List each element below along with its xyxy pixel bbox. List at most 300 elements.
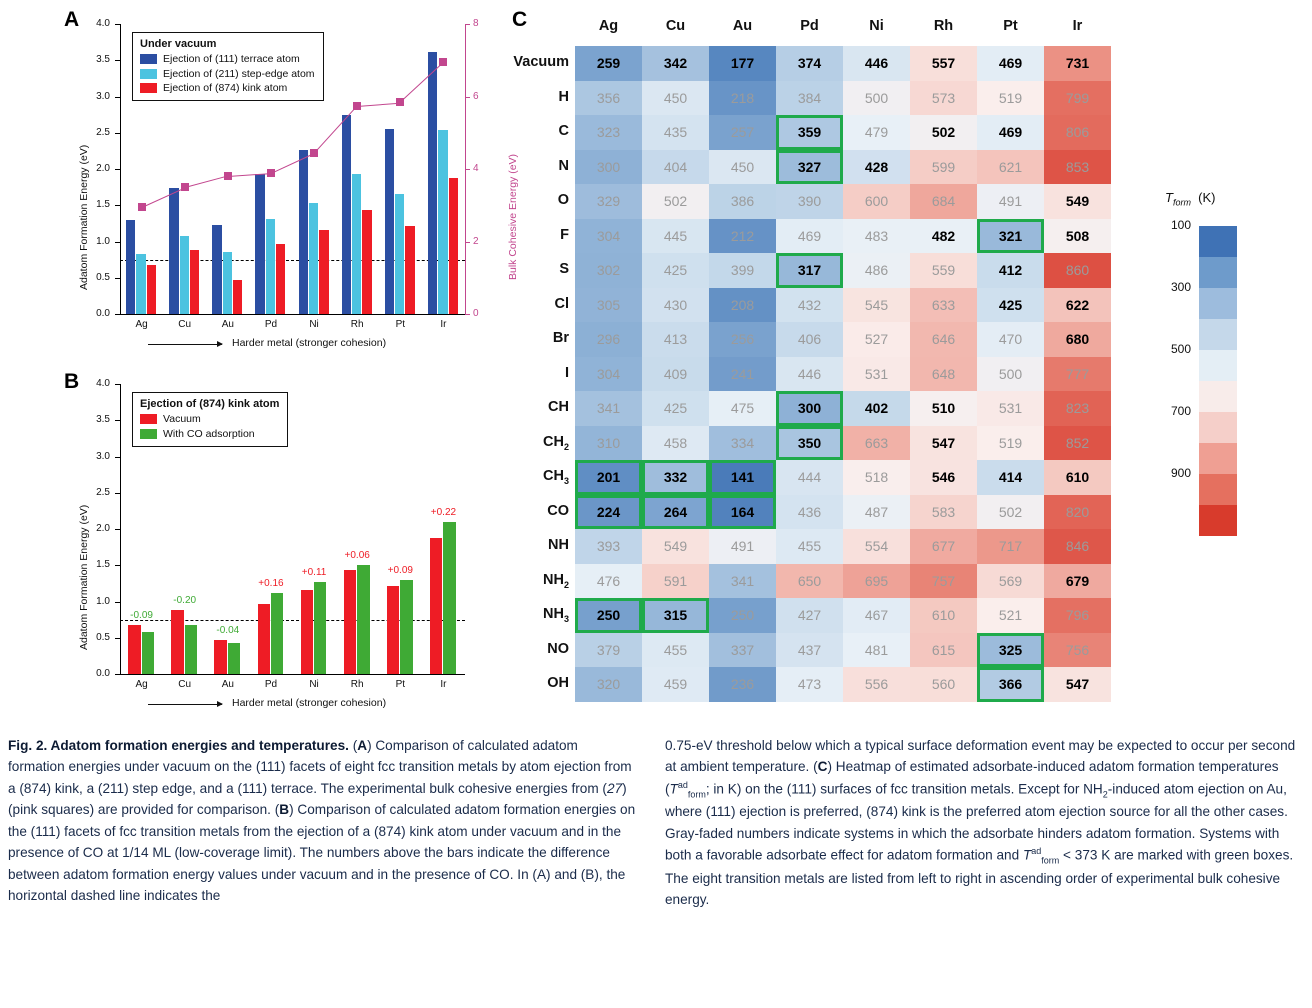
heatmap-cell: 531 [977,391,1044,426]
panel-b-ytick [115,638,120,639]
heatmap-col-header: Rh [933,18,954,34]
heatmap-cell: 310 [575,426,642,461]
panel-a-bar [212,225,221,314]
panel-a-ytick-label: 1.0 [96,235,110,247]
panel-a-bar [342,115,351,314]
heatmap-cell: 846 [1044,529,1111,564]
panel-a-bar [169,188,178,314]
caption-left-column: Fig. 2. Adatom formation energies and temperatures. (A) Comparison of calculated adatom formation energies under vacuum on the (111) facets of eight fcc transition metals by atom ejection from a (874) kink, a (211) step edge, and a (111) terrace. The experimental bulk cohesive energies from (27) (pink squares) are provided for comparison. (B) Comparison of calculated adatom formation energies on the (111) facets of fcc transition metals from the ejection of a (874) kink atom under vacuum and in the presence of CO at 1/14 ML (low-coverage limit). The numbers above the bars indicate the difference between adatom formation energy values under vacuum and in the presence of CO. In (A) and (B), the horizontal dashed line indicates the [8,738,636,904]
heatmap-row-header: $NH_2$ [543,571,569,590]
panel-a-xtick-label: Ag [135,319,148,330]
panel-b-bar [271,593,283,674]
heatmap-cell: 427 [776,598,843,633]
heatmap-cell: 212 [709,219,776,254]
heatmap-row-header: NO [547,640,569,657]
heatmap-cell: 300 [776,391,843,426]
panel-b-legend-item [140,413,279,425]
heatmap-cell: 406 [776,322,843,357]
heatmap-cell: 469 [776,219,843,254]
heatmap-cell: 341 [575,391,642,426]
heatmap-cell: 329 [575,184,642,219]
heatmap-cell: 201 [575,460,642,495]
heatmap-row-header: O [557,192,569,208]
panel-b-bar [400,580,412,674]
heatmap-cell: 508 [1044,219,1111,254]
heatmap-col-header: Au [732,18,753,34]
heatmap-col-header: Pd [800,18,819,34]
heatmap-col-header: Cu [665,18,686,34]
heatmap-cell: 860 [1044,253,1111,288]
colorbar-tick-label: 900 [1170,466,1191,480]
heatmap-cell: 304 [575,357,642,392]
heatmap-cell: 327 [776,150,843,185]
heatmap-cell: 366 [977,667,1044,702]
panel-b-xtick-label: Cu [178,679,192,690]
panel-b-ytick-label: 1.5 [96,559,110,571]
heatmap-cell: 404 [642,150,709,185]
caption-right-column: 0.75-eV threshold below which a typical surface deformation event may be expected to occur per second at ambient temperature. (C) Heatmap of estimated adsorbate-induced adatom formation temperatures ($T^{ad}_{form}$; in K) on the (111) surfaces of fcc transition metals. Except for $NH_2$-induced atom ejection on Au, where (111) ejection is preferred, (874) kink is the preferred atom ejection source for all the other cases. Gray-faded numbers indicate systems in which the adsorbate hinders adatom formation. Systems with both a favorable adsorbate effect for adatom formation and $T^{ad}_{form} < 373$ K are marked with green boxes. The eight transition metals are listed from left to right in ascending order of experimental bulk cohesive energy. [665,738,1296,908]
panel-b-xtick-label: Ni [309,679,319,690]
panel-a-cohesive-point [353,102,361,110]
heatmap-cell: 527 [843,322,910,357]
panel-b-bar-annotation: +0.06 [344,550,370,562]
panel-b-bar [258,604,270,674]
panel-b-bar-annotation: +0.22 [430,506,457,518]
panel-a-xtick-label: Au [221,319,234,330]
heatmap-cell: 342 [642,46,709,81]
heatmap-cell: 350 [776,426,843,461]
colorbar-swatch [1199,412,1237,443]
heatmap-cell: 469 [977,46,1044,81]
panel-a-ytick-label: 1.5 [96,199,110,211]
panel-b-ytick [115,602,120,603]
colorbar-swatch [1199,381,1237,412]
panel-a-bar [255,174,264,314]
panel-b-bar [314,582,326,674]
heatmap-cell: 341 [709,564,776,599]
panel-a-bar [266,219,275,314]
heatmap-cell: 450 [642,81,709,116]
heatmap-row-header: F [560,226,569,243]
colorbar-swatch [1199,319,1237,350]
panel-a-ytick-label: 3.5 [96,54,110,66]
panel-b-xtick-label: Au [221,679,234,690]
heatmap-cell: 481 [843,633,910,668]
heatmap-cell: 425 [977,288,1044,323]
panel-a-cohesive-point [310,149,318,157]
panel-c-letter: C [512,8,528,31]
panel-a-bar [126,220,135,314]
heatmap-cell: 646 [910,322,977,357]
heatmap-cell: 241 [709,357,776,392]
panel-b-xtick-label: Ag [135,679,148,690]
panel-b-ytick [115,565,120,566]
heatmap-cell: 610 [910,598,977,633]
heatmap-cell: 412 [977,253,1044,288]
heatmap-row-header: H [558,88,569,105]
heatmap-cell: 414 [977,460,1044,495]
heatmap-cell: 583 [910,495,977,530]
panel-b-letter: B [64,370,80,393]
legend-color-swatch [140,429,157,439]
heatmap-cell: 164 [709,495,776,530]
heatmap-cell: 218 [709,81,776,116]
panel-a-ytick [115,242,120,243]
heatmap-cell: 334 [709,426,776,461]
heatmap-cell: 777 [1044,357,1111,392]
panel-b-bar [171,610,183,674]
heatmap-row-header: CH [548,399,569,415]
heatmap-cell: 359 [776,115,843,150]
panel-a-ytick-label: 4.0 [96,18,110,29]
heatmap-cell: 823 [1044,391,1111,426]
heatmap-cell: 458 [642,426,709,461]
heatmap-cell: 413 [642,322,709,357]
panel-b-bar [228,643,240,674]
panel-b-ytick-label: 0.5 [96,631,110,643]
panel-b-bar-annotation: -0.20 [173,595,197,607]
panel-b-ytick-label: 3.5 [96,414,110,426]
heatmap-cell: 531 [843,357,910,392]
panel-a-ytick-right-label: 4 [473,163,479,174]
heatmap-cell: 374 [776,46,843,81]
panel-a-cohesive-point [138,203,146,211]
heatmap-col-header: Ir [1072,18,1083,34]
panel-a-legend-item [140,82,315,94]
panel-a-x-axis [120,314,465,315]
heatmap-cell: 259 [575,46,642,81]
heatmap-cell: 402 [843,391,910,426]
colorbar-swatch [1199,505,1237,536]
heatmap-cell: 554 [843,529,910,564]
panel-b-ytick [115,384,120,385]
heatmap-cell: 615 [910,633,977,668]
heatmap-cell: 409 [642,357,709,392]
panel-a-xtick-label: Pd [264,319,278,330]
panel-a-ytick-label: 3.0 [96,90,110,102]
heatmap-cell: 573 [910,81,977,116]
panel-a-legend-item [140,68,315,80]
panel-b-xaxis-arrow [148,704,222,705]
heatmap-row-header: $CH_3$ [543,468,569,486]
heatmap-cell: 384 [776,81,843,116]
panel-b-bar-annotation: +0.16 [258,577,284,589]
panel-b-ytick [115,420,120,421]
panel-b-bar [357,565,369,674]
heatmap-cell: 390 [776,184,843,219]
panel-a-ytick-right [465,169,470,170]
heatmap-cell: 487 [843,495,910,530]
heatmap-cell: 549 [1044,184,1111,219]
panel-b-y-axis-title: Adatom Formation Energy (eV) [78,504,90,650]
panel-b-legend [132,392,288,447]
panel-a-bar [395,194,404,314]
panel-b-ytick-label: 2.5 [96,486,110,498]
colorbar-tick-label: 700 [1170,404,1191,418]
panel-a-ytick [115,278,120,279]
heatmap-row-header: N [558,157,569,174]
panel-b-ytick [115,529,120,530]
colorbar-tick-label: 500 [1170,342,1191,356]
panel-a-ytick [115,60,120,61]
panel-b-bar [214,640,226,674]
panel-a-ytick-right-label: 6 [473,90,479,102]
heatmap-cell: 547 [910,426,977,461]
heatmap-cell: 337 [709,633,776,668]
panel-a-ytick-right [465,97,470,98]
panel-b-bar [128,625,140,674]
panel-b-bar-annotation: +0.09 [387,564,413,576]
colorbar-swatch [1199,257,1237,288]
panel-b-bar [443,522,455,674]
heatmap-cell: 315 [642,598,709,633]
heatmap-cell: 545 [843,288,910,323]
panel-b-ytick-label: 4.0 [96,378,110,389]
panel-b-ytick [115,674,120,675]
heatmap-col-header: Ag [598,18,619,34]
heatmap-row-header: $NH_3$ [543,606,569,624]
heatmap-cell: 633 [910,288,977,323]
panel-a-letter: A [64,8,80,31]
heatmap-cell: 455 [642,633,709,668]
panel-a-cohesive-point [181,183,189,191]
heatmap-cell: 473 [776,667,843,702]
heatmap-cell: 479 [843,115,910,150]
panel-a-cohesive-line [185,176,228,189]
heatmap-cell: 600 [843,184,910,219]
panel-b-ytick-label: 3.0 [96,450,110,462]
panel-a-bar [362,210,371,314]
heatmap-cell: 446 [776,357,843,392]
panel-b-ytick [115,457,120,458]
heatmap-cell: 236 [709,667,776,702]
heatmap-cell: 559 [910,253,977,288]
panel-a-bar [223,252,232,314]
panel-a-bar [233,280,242,314]
heatmap-cell: 302 [575,253,642,288]
heatmap-cell: 321 [977,219,1044,254]
panel-a-cohesive-point [224,172,232,180]
heatmap-cell: 796 [1044,598,1111,633]
colorbar-swatch [1199,443,1237,474]
heatmap-row-header: Vacuum [513,54,569,70]
panel-a-y-axis-title-right: Bulk Cohesive Energy (eV) [507,153,519,280]
legend-item-label: Ejection of (874) kink atom [163,82,288,94]
panel-a-xaxis-arrow [148,344,222,345]
panel-b-ytick-label: 1.0 [96,595,110,607]
panel-a-ytick [115,169,120,170]
panel-a-bar [449,178,458,314]
heatmap-cell: 459 [642,667,709,702]
panel-a-bar [352,174,361,314]
panel-a-bar [180,236,189,314]
panel-a-cohesive-point [267,169,275,177]
panel-b-legend-title: Ejection of (874) kink atom [140,398,280,410]
panel-a-ytick-right [465,24,470,25]
heatmap-cell: 757 [910,564,977,599]
heatmap-cell: 549 [642,529,709,564]
legend-item-label: With CO adsorption [163,427,255,440]
heatmap-cell: 476 [575,564,642,599]
heatmap-cell: 663 [843,426,910,461]
heatmap-row-header: NH [548,537,569,553]
heatmap-cell: 264 [642,495,709,530]
heatmap-cell: 469 [977,115,1044,150]
heatmap-cell: 648 [910,357,977,392]
heatmap-cell: 502 [910,115,977,150]
heatmap-cell: 256 [709,322,776,357]
panel-a-ytick-right-label: 8 [473,18,479,29]
panel-b-bar-annotation: -0.04 [216,624,240,636]
heatmap-cell: 731 [1044,46,1111,81]
heatmap-cell: 717 [977,529,1044,564]
heatmap-cell: 450 [709,150,776,185]
panel-b-bar-annotation: +0.11 [301,566,327,578]
heatmap-cell: 695 [843,564,910,599]
panel-a-y-axis-title: Adatom Formation Energy (eV) [78,144,90,290]
legend-color-swatch [140,69,157,79]
legend-item-label: Ejection of (211) step-edge atom [163,67,315,80]
heatmap-cell: 445 [642,219,709,254]
panel-b-y-axis [120,384,121,674]
panel-a-bar [147,265,156,314]
legend-color-swatch [140,83,157,93]
panel-a-bar [309,203,318,314]
colorbar-swatch [1199,226,1237,257]
heatmap-cell: 393 [575,529,642,564]
heatmap-cell: 510 [910,391,977,426]
heatmap-cell: 455 [776,529,843,564]
heatmap-cell: 304 [575,219,642,254]
heatmap-cell: 320 [575,667,642,702]
panel-a-ytick [115,314,120,315]
heatmap-cell: 521 [977,598,1044,633]
heatmap-cell: 325 [977,633,1044,668]
heatmap-row-header: $CH_2$ [543,433,569,452]
panel-b-bar [142,632,154,674]
panel-b-xtick-label: Pd [264,679,278,690]
panel-a-x-axis-title: Harder metal (stronger cohesion) [232,337,387,349]
heatmap-cell: 569 [977,564,1044,599]
heatmap-row-header: S [559,261,569,277]
panel-a-bar [136,254,145,314]
heatmap-cell: 332 [642,460,709,495]
legend-item-label: Vacuum [163,413,201,425]
heatmap-cell: 486 [843,253,910,288]
heatmap-cell: 437 [776,633,843,668]
heatmap-cell: 591 [642,564,709,599]
panel-a-ytick [115,97,120,98]
panel-b-ytick [115,493,120,494]
panel-a-cohesive-line [357,102,400,107]
panel-b-bar [301,590,313,674]
heatmap-cell: 379 [575,633,642,668]
panel-a-y-axis [120,24,121,314]
panel-a-bar [428,52,437,314]
panel-b-bar [344,570,356,674]
heatmap-cell: 386 [709,184,776,219]
heatmap-cell: 482 [910,219,977,254]
heatmap-cell: 470 [977,322,1044,357]
heatmap-cell: 250 [709,598,776,633]
panel-a-cohesive-line [400,63,444,104]
heatmap-row-header: Cl [554,295,569,312]
panel-a-xtick-label: Ni [309,319,319,330]
colorbar-title: $T_{form}$ (K) [1165,190,1216,208]
heatmap-cell: 799 [1044,81,1111,116]
panel-b-x-axis [120,674,465,675]
panel-a-chart [60,6,519,358]
heatmap-cell: 224 [575,495,642,530]
heatmap-cell: 177 [709,46,776,81]
panel-a-ytick [115,24,120,25]
panel-a-ytick-label: 2.0 [96,163,110,174]
panel-a-bar [319,230,328,314]
heatmap-cell: 446 [843,46,910,81]
panel-b-xtick-label: Rh [350,679,364,690]
panel-a-xtick-label: Ir [440,319,447,330]
panel-a-ytick-label: 0.5 [96,271,110,283]
heatmap-cell: 519 [977,426,1044,461]
heatmap-cell: 502 [977,495,1044,530]
heatmap-cell: 820 [1044,495,1111,530]
heatmap-cell: 300 [575,150,642,185]
heatmap-cell: 556 [843,667,910,702]
heatmap-cell: 610 [1044,460,1111,495]
panel-b-x-axis-title: Harder metal (stronger cohesion) [232,697,387,709]
panel-a-legend-item [140,53,315,65]
panel-b-bar-annotation: -0.09 [130,610,153,622]
heatmap-cell: 680 [1044,322,1111,357]
panel-a-ytick-right [465,314,470,315]
panel-a-bar [299,150,308,314]
heatmap-cell: 436 [776,495,843,530]
heatmap-col-header: Pt [1003,18,1018,34]
colorbar-swatch [1199,474,1237,505]
heatmap-cell: 467 [843,598,910,633]
colorbar-swatch [1199,350,1237,381]
heatmap-cell: 356 [575,81,642,116]
panel-b-xtick-label: Ir [440,679,447,690]
panel-a-bar [276,244,285,314]
heatmap-row-header: Br [552,330,569,346]
colorbar-swatch [1199,288,1237,319]
heatmap-cell: 546 [910,460,977,495]
heatmap-cell: 677 [910,529,977,564]
panel-a-xtick-label: Rh [350,319,364,330]
heatmap-row-header: C [558,123,569,139]
panel-b-ytick-label: 0.0 [96,668,110,679]
heatmap-cell: 257 [709,115,776,150]
heatmap-cell: 622 [1044,288,1111,323]
heatmap-cell: 141 [709,460,776,495]
panel-b-ytick-label: 2.0 [96,523,110,534]
panel-b-legend-item [140,428,279,440]
panel-b-xtick-label: Pt [395,679,406,690]
panel-a-xtick-label: Cu [178,319,192,330]
panel-a-bar [385,129,394,314]
heatmap-cell: 756 [1044,633,1111,668]
heatmap-cell: 853 [1044,150,1111,185]
heatmap-cell: 305 [575,288,642,323]
heatmap-cell: 518 [843,460,910,495]
heatmap-cell: 500 [977,357,1044,392]
panel-b-bar [387,586,399,674]
heatmap-cell: 444 [776,460,843,495]
heatmap-cell: 425 [642,391,709,426]
legend-color-swatch [140,54,157,64]
heatmap-cell: 475 [709,391,776,426]
